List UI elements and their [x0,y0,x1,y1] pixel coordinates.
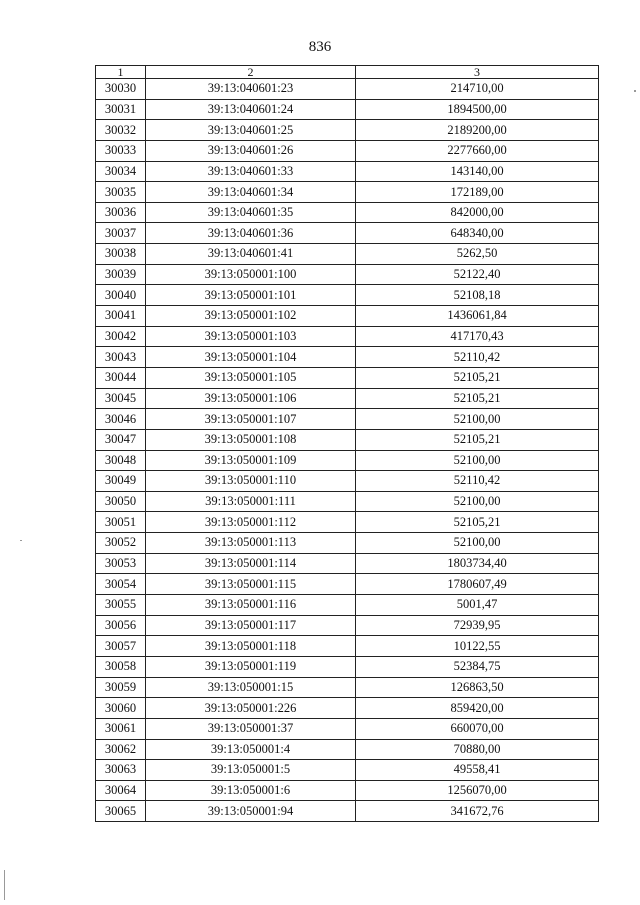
table-row [96,306,599,327]
cadastral-number-cell: 39:13:050001:4 [146,739,356,760]
table-row [96,264,599,285]
table-row [96,636,599,657]
table-row [96,79,599,100]
cadastral-number-cell: 39:13:050001:119 [146,656,356,677]
cadastral-number-cell: 39:13:050001:112 [146,512,356,533]
table-row [96,760,599,781]
value-cell: 126863,50 [356,677,599,698]
cadastral-number-cell: 39:13:050001:110 [146,471,356,492]
value-cell: 1780607,49 [356,574,599,595]
table-row [96,223,599,244]
value-cell: 143140,00 [356,161,599,182]
row-number-cell: 30054 [96,574,146,595]
value-cell: 52110,42 [356,471,599,492]
value-cell: 52105,21 [356,429,599,450]
value-cell: 72939,95 [356,615,599,636]
cadastral-number-cell: 39:13:050001:15 [146,677,356,698]
table-row [96,99,599,120]
row-number-cell: 30040 [96,285,146,306]
row-number-cell: 30041 [96,306,146,327]
row-number-cell: 30030 [96,79,146,100]
value-cell: 1436061,84 [356,306,599,327]
cadastral-number-cell: 39:13:050001:109 [146,450,356,471]
cadastral-number-cell: 39:13:050001:5 [146,760,356,781]
cadastral-number-cell: 39:13:050001:94 [146,801,356,822]
table-row [96,347,599,368]
row-number-cell: 30048 [96,450,146,471]
column-header-2: 2 [146,66,356,79]
value-cell: 5262,50 [356,244,599,265]
value-cell: 1256070,00 [356,780,599,801]
table-row [96,553,599,574]
cadastral-number-cell: 39:13:040601:24 [146,99,356,120]
cadastral-number-cell: 39:13:050001:118 [146,636,356,657]
row-number-cell: 30059 [96,677,146,698]
value-cell: 5001,47 [356,595,599,616]
cadastral-number-cell: 39:13:040601:41 [146,244,356,265]
table-row [96,450,599,471]
cadastral-number-cell: 39:13:040601:34 [146,182,356,203]
value-cell: 49558,41 [356,760,599,781]
value-cell: 2189200,00 [356,120,599,141]
value-cell: 660070,00 [356,718,599,739]
value-cell: 52108,18 [356,285,599,306]
table-row [96,533,599,554]
cadastral-number-cell: 39:13:050001:102 [146,306,356,327]
row-number-cell: 30038 [96,244,146,265]
value-cell: 214710,00 [356,79,599,100]
row-number-cell: 30042 [96,326,146,347]
cadastral-number-cell: 39:13:040601:25 [146,120,356,141]
row-number-cell: 30055 [96,595,146,616]
row-number-cell: 30034 [96,161,146,182]
row-number-cell: 30033 [96,140,146,161]
table-row [96,512,599,533]
value-cell: 52100,00 [356,491,599,512]
scan-mark [4,870,5,900]
cadastral-number-cell: 39:13:050001:114 [146,553,356,574]
table-row [96,409,599,430]
cadastral-number-cell: 39:13:050001:37 [146,718,356,739]
value-cell: 842000,00 [356,202,599,223]
row-number-cell: 30037 [96,223,146,244]
row-number-cell: 30058 [96,656,146,677]
table-row [96,471,599,492]
table-row [96,698,599,719]
value-cell: 52105,21 [356,388,599,409]
table-row [96,244,599,265]
value-cell: 52105,21 [356,512,599,533]
value-cell: 52100,00 [356,409,599,430]
cadastral-number-cell: 39:13:050001:106 [146,388,356,409]
row-number-cell: 30039 [96,264,146,285]
row-number-cell: 30046 [96,409,146,430]
cadastral-number-cell: 39:13:040601:26 [146,140,356,161]
registry-table [95,65,599,822]
value-cell: 52100,00 [356,533,599,554]
column-header-3: 3 [356,66,599,79]
row-number-cell: 30057 [96,636,146,657]
value-cell: 52384,75 [356,656,599,677]
table-row [96,574,599,595]
cadastral-number-cell: 39:13:050001:100 [146,264,356,285]
row-number-cell: 30064 [96,780,146,801]
table-row [96,388,599,409]
table-row [96,182,599,203]
value-cell: 52122,40 [356,264,599,285]
row-number-cell: 30044 [96,367,146,388]
cadastral-number-cell: 39:13:050001:111 [146,491,356,512]
value-cell: 417170,43 [356,326,599,347]
column-header-1: 1 [96,66,146,79]
value-cell: 52110,42 [356,347,599,368]
cadastral-number-cell: 39:13:050001:105 [146,367,356,388]
value-cell: 1894500,00 [356,99,599,120]
row-number-cell: 30045 [96,388,146,409]
cadastral-number-cell: 39:13:050001:104 [146,347,356,368]
table-row [96,491,599,512]
table-row [96,656,599,677]
row-number-cell: 30035 [96,182,146,203]
table-row [96,739,599,760]
row-number-cell: 30060 [96,698,146,719]
row-number-cell: 30051 [96,512,146,533]
page-number: 836 [308,39,332,55]
value-cell: 859420,00 [356,698,599,719]
value-cell: 2277660,00 [356,140,599,161]
value-cell: 52100,00 [356,450,599,471]
value-cell: 341672,76 [356,801,599,822]
table-row [96,285,599,306]
value-cell: 1803734,40 [356,553,599,574]
value-cell: 172189,00 [356,182,599,203]
value-cell: 70880,00 [356,739,599,760]
table-row [96,780,599,801]
row-number-cell: 30050 [96,491,146,512]
cadastral-number-cell: 39:13:050001:115 [146,574,356,595]
cadastral-number-cell: 39:13:050001:107 [146,409,356,430]
cadastral-number-cell: 39:13:040601:33 [146,161,356,182]
table-row [96,367,599,388]
cadastral-number-cell: 39:13:050001:6 [146,780,356,801]
table-row [96,161,599,182]
cadastral-number-cell: 39:13:050001:226 [146,698,356,719]
cadastral-number-cell: 39:13:050001:117 [146,615,356,636]
table-row [96,140,599,161]
row-number-cell: 30031 [96,99,146,120]
row-number-cell: 30032 [96,120,146,141]
cadastral-number-cell: 39:13:050001:101 [146,285,356,306]
row-number-cell: 30047 [96,429,146,450]
cadastral-number-cell: 39:13:040601:23 [146,79,356,100]
table-row [96,429,599,450]
row-number-cell: 30036 [96,202,146,223]
row-number-cell: 30052 [96,533,146,554]
row-number-cell: 30056 [96,615,146,636]
cadastral-number-cell: 39:13:050001:103 [146,326,356,347]
scan-mark [20,540,22,541]
row-number-cell: 30063 [96,760,146,781]
row-number-cell: 30053 [96,553,146,574]
table-row [96,595,599,616]
scan-mark [634,90,636,92]
table-body [96,79,599,822]
table-row [96,202,599,223]
row-number-cell: 30049 [96,471,146,492]
row-number-cell: 30062 [96,739,146,760]
value-cell: 52105,21 [356,367,599,388]
cadastral-number-cell: 39:13:050001:113 [146,533,356,554]
row-number-cell: 30061 [96,718,146,739]
table-row [96,801,599,822]
table-row [96,718,599,739]
table-row [96,615,599,636]
cadastral-number-cell: 39:13:050001:108 [146,429,356,450]
table-row [96,120,599,141]
cadastral-number-cell: 39:13:050001:116 [146,595,356,616]
value-cell: 10122,55 [356,636,599,657]
table-row [96,677,599,698]
row-number-cell: 30043 [96,347,146,368]
table-row [96,326,599,347]
value-cell: 648340,00 [356,223,599,244]
table-header-row [96,66,599,79]
row-number-cell: 30065 [96,801,146,822]
cadastral-number-cell: 39:13:040601:36 [146,223,356,244]
cadastral-number-cell: 39:13:040601:35 [146,202,356,223]
